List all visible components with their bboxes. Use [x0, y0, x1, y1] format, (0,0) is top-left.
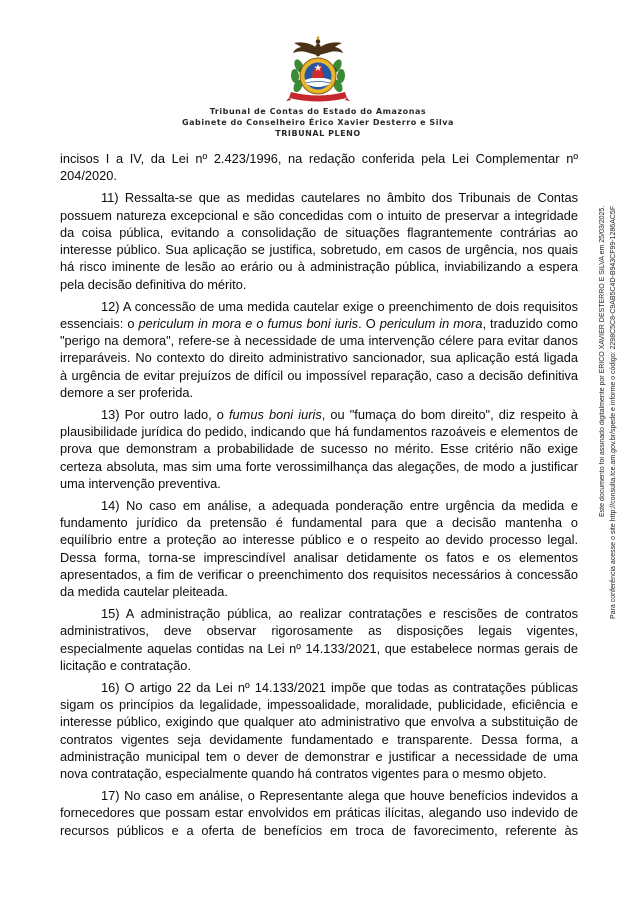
document-body [60, 150, 578, 844]
text-line: 16) O artigo 22 da Lei nº 14.133/2021 impõe que todas as contratações públicas [101, 679, 578, 695]
latin-term: periculum in mora [379, 315, 483, 331]
coat-of-arms-icon [286, 36, 350, 104]
text-line: plausibilidade jurídica do pedido, indicando que há fundamentos razoáveis e elementos de [60, 424, 578, 439]
text-line: da medida cautelar pleiteada. [60, 584, 228, 599]
text-line: especialmente aquelas contidas na Lei nº 14.133/2021, que estabelece normas gerais de [60, 640, 578, 656]
text-line: 15) A administração pública, ao realizar contratações e rescisões de contratos [101, 606, 578, 621]
text-line: 12) A concessão de uma medida cautelar exige o preenchimento de dois requisitos [101, 298, 578, 314]
text-line: administração municipal tem o dever de demonstrar e justificar a necessidade de uma [60, 748, 578, 764]
signature-line: Este documento foi assinado digitalmente por ERICO XAVIER DESTERRO E SILVA em 25/03/2025. [599, 206, 606, 518]
text-line: recursos públicos e a oferta de benefícios em troca de favorecimento, referente às [60, 822, 578, 838]
text-line: 204/2020. [60, 168, 117, 184]
text-line: licitação e contratação. [60, 657, 191, 673]
text-line: uma intervenção preventiva. [60, 475, 221, 491]
document-header [0, 106, 636, 139]
text-line: 14) No caso em análise, a adequada ponderação entre urgência da medida e [101, 497, 578, 513]
text-line: certeza absoluta, mas sim uma forte verossimilhança das alegações, de modo a justificar [60, 458, 578, 474]
text-line: incisos I a IV, da Lei nº 2.423/1996, na redação conferida pela Lei Complementar nº [60, 151, 578, 166]
text-line: possuem natureza excepcional e são concedidas com o intuito de preservar a integridade [60, 207, 578, 223]
text-line: pela decisão definitiva do mérito. [60, 276, 247, 292]
paragraph [60, 497, 578, 601]
digital-signature-notice [597, 206, 620, 652]
text-line: sigam os princípios da legalidade, impessoalidade, moralidade, publicidade, eficiência e [60, 697, 578, 712]
text-line [60, 315, 578, 332]
text-line: interesse público. Sua aplicação se justifica, sobretudo, em casos de urgência, nos quais [60, 242, 578, 257]
latin-term: fumus boni iuris [229, 406, 322, 422]
text-line: fundamento jurídico da pretensão é fundamental para que a decisão mantenha o [60, 515, 578, 530]
paragraph [60, 679, 578, 783]
text-line: irreparáveis. No contexto do direito administrativo sancionador, sua aplicação está ligada [60, 350, 578, 366]
text-line: da coisa pública, evitando a consolidação de situações flagrantemente contrárias ao [60, 224, 578, 240]
text-line: interesse público, exigindo que qualquer ato administrativo que envolva a substituição de [60, 714, 578, 730]
text-line: à urgência de evitar prejuízos de difícil ou impossível reparação, caso a decisão definitiva [60, 367, 578, 383]
text-line: 11) Ressalta-se que as medidas cautelares no âmbito dos Tribunais de Contas [101, 190, 578, 206]
verification-line: Para conferência acesse o site http://consulta.tce.am.gov.br/spede e informe o código: 2298C5C8-C9AB5C4D-B943CF99-1286AC5F [610, 206, 617, 620]
text-segment: essenciais: o [60, 315, 139, 331]
text-line: "perigo na demora", refere-se à necessidade de uma intervenção célere para evitar danos [60, 333, 578, 348]
paragraph [60, 787, 578, 839]
text-line: administrativos, deve observar rigorosamente as disposições legais vigentes, [60, 623, 578, 639]
text-segment: . O [358, 315, 380, 331]
text-line: fornecedores que possam estar envolvidos em práticas ilícitas, alegando uso indevido de [60, 805, 578, 821]
latin-term: periculum in mora e o fumus boni iuris [138, 315, 359, 331]
text-line: equilíbrio entre a proteção ao interesse público e o respeito ao devido processo legal. [60, 532, 578, 548]
session-name: TRIBUNAL PLENO [275, 129, 361, 138]
text-line: há risco iminente de lesão ao erário ou à administração pública, inviabilizando a espera [60, 259, 578, 275]
paragraph [60, 406, 578, 492]
text-segment: , traduzido como [482, 315, 579, 331]
text-line: demore a ser proferida. [60, 384, 194, 400]
paragraph [60, 189, 578, 293]
institution-name: Tribunal de Contas do Estado do Amazonas [209, 107, 427, 116]
paragraph [60, 298, 578, 402]
text-line: 17) No caso em análise, o Representante alega que houve benefícios indevidos a [101, 788, 578, 803]
office-name: Gabinete do Conselheiro Érico Xavier Desterro e Silva [181, 118, 454, 127]
text-line: apresentados, a fim de verificar o preenchimento dos requisitos necessários à concessão [60, 566, 578, 582]
text-line: nova contratação, especialmente quando há contratos vigentes para o mesmo objeto. [60, 766, 547, 781]
paragraph [60, 150, 578, 185]
text-segment: , ou "fumaça do bom direito", diz respeito à [321, 406, 578, 422]
text-line [60, 406, 578, 423]
text-line: prova que demonstram a probabilidade de sucesso no mérito. Esse critério não exige [60, 441, 578, 457]
paragraph [60, 605, 578, 674]
text-line: Dessa forma, torna-se imprescindível analisar detidamente os fatos e os elementos [60, 549, 578, 565]
text-segment: 13) Por outro lado, o [101, 406, 229, 422]
text-line: contratos vigentes seja devidamente fundamentado e transparente. Dessa forma, a [60, 731, 578, 747]
